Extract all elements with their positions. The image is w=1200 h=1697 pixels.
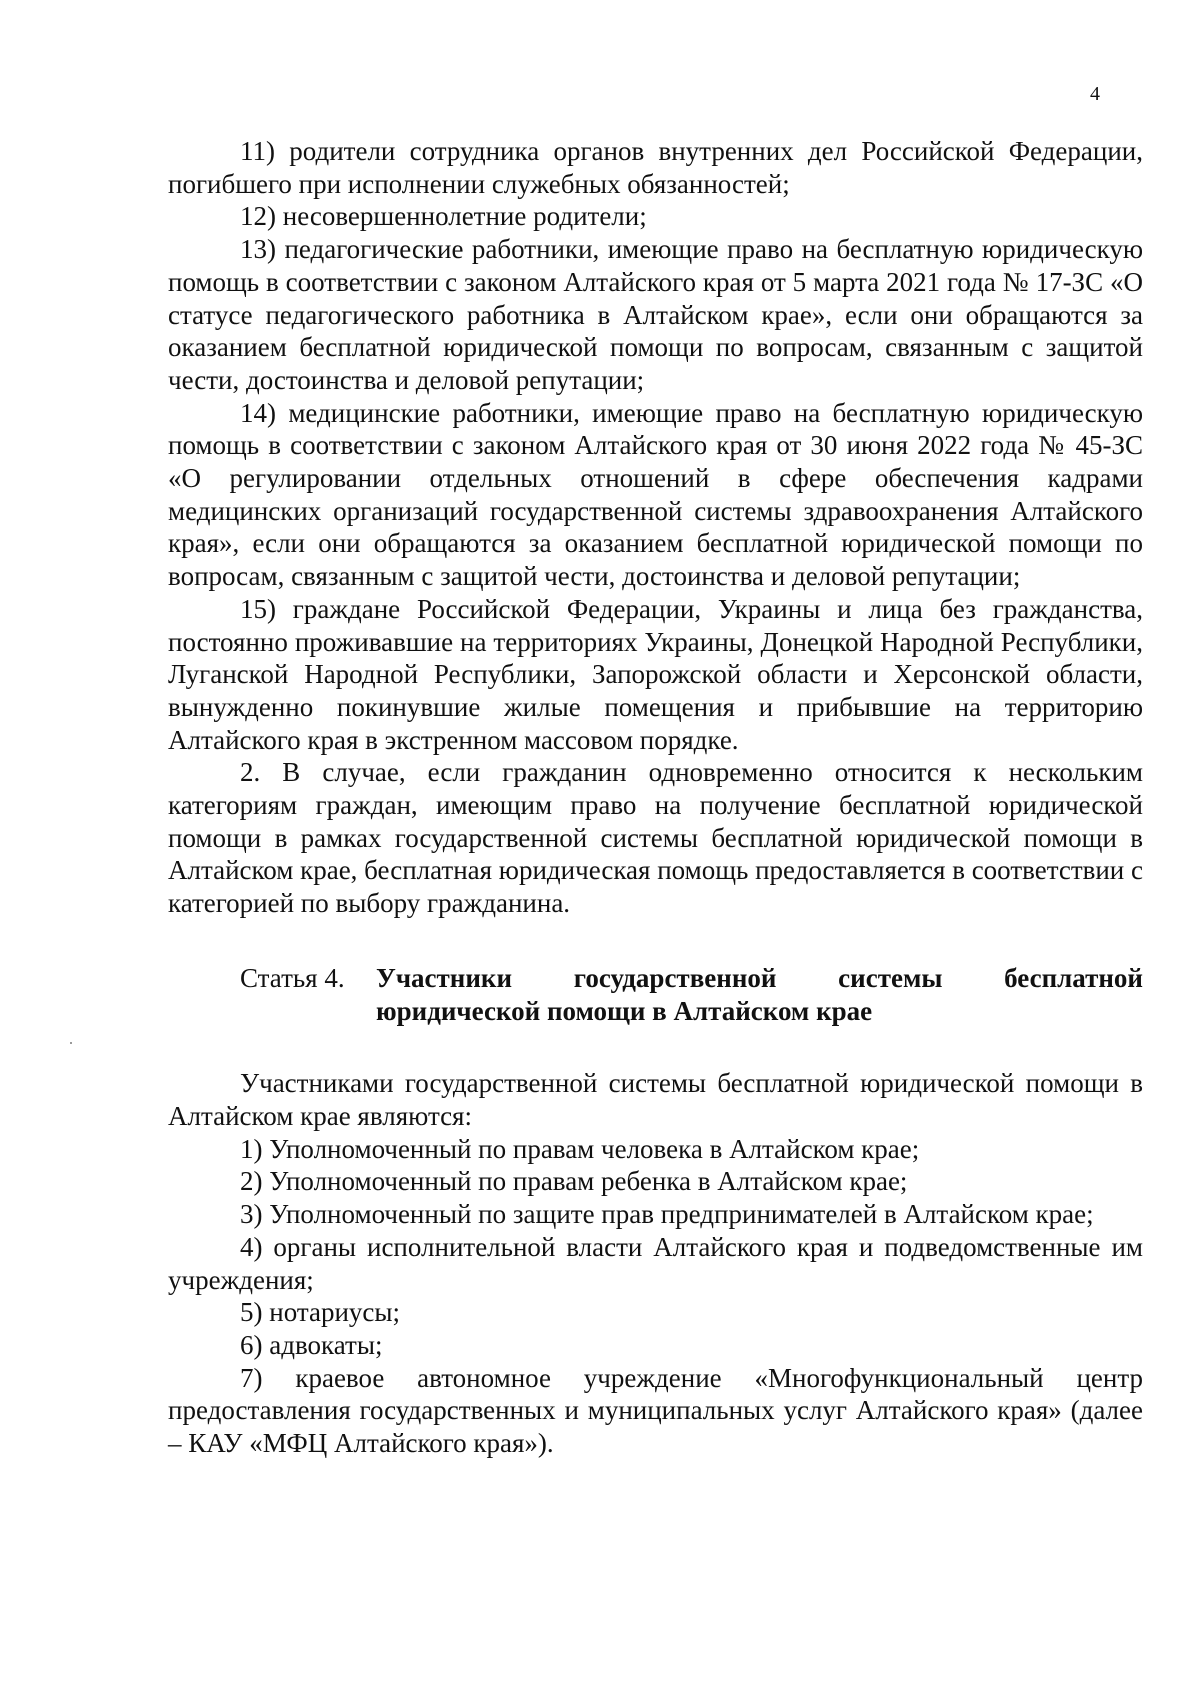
participant-item-3: 3) Уполномоченный по защите прав предпринимателей в Алтайском крае; (240, 1199, 1094, 1230)
participants-intro: Участниками государственной системы бесплатной юридической помощи в Алтайском крае являются: (168, 1068, 1143, 1131)
participant-item-7: 7) краевое автономное учреждение «Многофункциональный центр предоставления государственных и муниципальных услуг Алтайского края» (далее – КАУ «МФЦ Алтайского края»). (168, 1362, 1143, 1459)
list-item-12: 12) несовершеннолетние родители; (240, 201, 647, 232)
participant-item-2: 2) Уполномоченный по правам ребенка в Алтайском крае; (240, 1166, 908, 1197)
list-item-14: 14) медицинские работники, имеющие право на бесплатную юридическую помощь в соответствии с законом Алтайского края от 30 июня 2022 года № 45-ЗС «О регулировании отдельных отношений в сфере обеспечения кадрами медицинских организаций государственной системы здравоохранения Алтайского края», если они обращаются за оказанием бесплатной юридической помощи по вопросам, связанным с защитой чести, достоинства и деловой репутации; (168, 397, 1143, 592)
document-body (168, 135, 1143, 1460)
participant-item-5: 5) нотариусы; (240, 1297, 401, 1328)
participant-item-6: 6) адвокаты; (240, 1329, 383, 1360)
clause-2: 2. В случае, если гражданин одновременно относится к нескольким категориям граждан, имеющим право на получение бесплатной юридической помощи в рамках государственной системы бесплатной юридической помощи в Алтайском крае, бесплатная юридическая помощь предоставляется в соответствии с категорией по выбору гражданина. (168, 757, 1143, 919)
list-item-15: 15) граждане Российской Федерации, Украины и лица без гражданства, постоянно проживавшие на территориях Украины, Донецкой Народной Республики, Луганской Народной Республики, Запорожской области и Херсонской области, вынужденно покинувшие жилые помещения и прибывшие на территорию Алтайского края в экстренном массовом порядке. (168, 593, 1143, 755)
list-item-13: 13) педагогические работники, имеющие право на бесплатную юридическую помощь в соответствии с законом Алтайского края от 5 марта 2021 года № 17-ЗС «О статусе педагогического работника в Алтайском крае», если они обращаются за оказанием бесплатной юридической помощи по вопросам, связанным с защитой чести, достоинства и деловой репутации; (168, 234, 1143, 395)
page-number: 4 (1090, 83, 1100, 105)
article-label: Статья 4. (240, 962, 345, 993)
participant-item-1: 1) Уполномоченный по правам человека в Алтайском крае; (240, 1133, 920, 1164)
participant-item-4: 4) органы исполнительной власти Алтайского края и подведомственные им учреждения; (168, 1231, 1143, 1295)
article-heading (168, 962, 1143, 1027)
scan-speck (70, 1042, 72, 1044)
list-item-11: 11) родители сотрудника органов внутренних дел Российской Федерации, погибшего при исполнении служебных обязанностей; (168, 136, 1143, 199)
article-title: Участники государственной системы бесплатной юридической помощи в Алтайском крае (376, 962, 1143, 1026)
